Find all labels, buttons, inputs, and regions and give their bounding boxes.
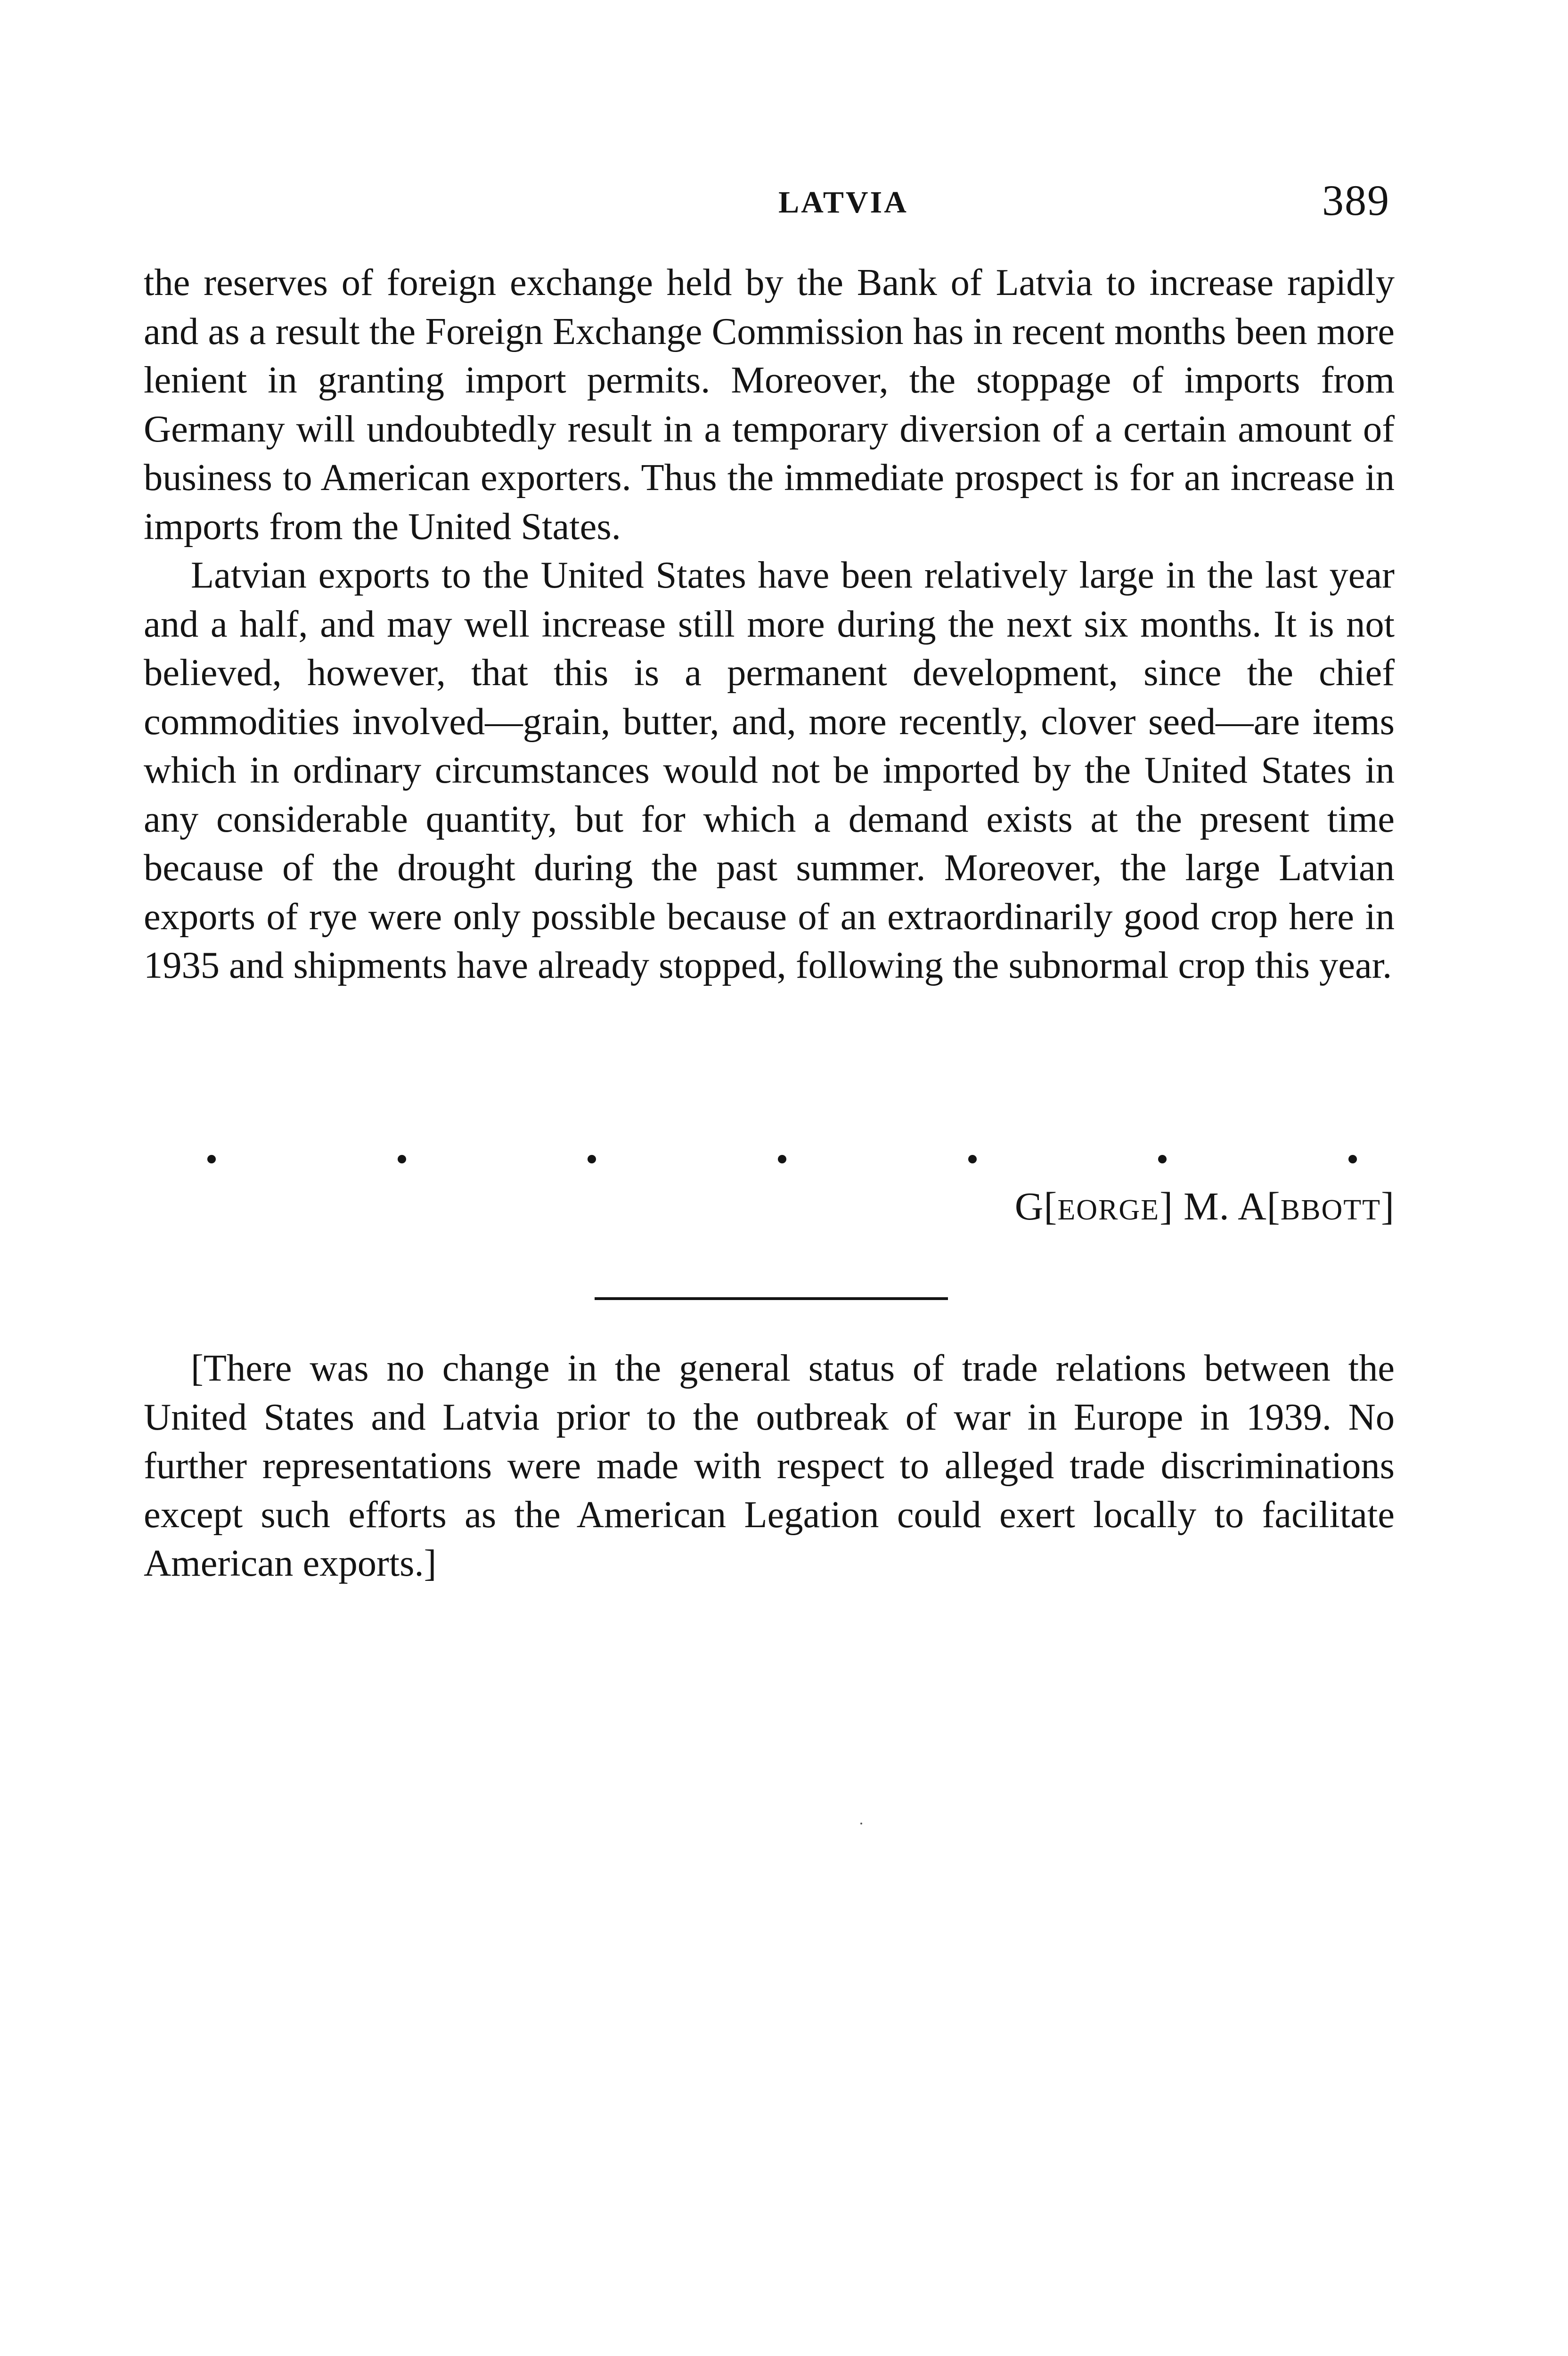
page-number: 389 xyxy=(1322,176,1390,224)
body-text xyxy=(144,258,1395,990)
body-paragraph-exports: Latvian exports to the United States have been relatively large in the last year and a half, and may well increase still more during the next six months. It is not believed, however, that this is a permanent development, since the chief commodities involved—grain, butter, and, more recently, clover seed—are items which in ordinary circumstances would not be imported by the United States in any considerable quantity, but for which a demand exists at the present time because of the drought during the past summer. Moreover, the large Latvian exports of rye were only possible because of an extraordinarily good crop here in 1935 and shipments have already stopped, following the subnormal crop this year. xyxy=(144,554,1395,986)
ellipsis-dot xyxy=(778,1155,786,1163)
ellipsis-dot xyxy=(398,1155,406,1163)
signature-initial-a: A xyxy=(1238,1185,1267,1228)
editorial-note-text: [There was no change in the general status of trade relations between the United States and Latvia prior to the outbreak of war in Europe in 1939. No further representations were made with respect to alleged trade discriminations except such efforts as the American Legation could exert locally to facilitate American exports.] xyxy=(144,1347,1395,1584)
signature-bracket-open: [ xyxy=(1044,1185,1058,1228)
print-speck xyxy=(860,1823,862,1824)
omission-ellipsis xyxy=(207,1145,1357,1173)
ellipsis-dot xyxy=(1348,1155,1357,1163)
body-paragraph-continued: the reserves of foreign exchange held by the Bank of Latvia to increase rapidly and as a result the Foreign Exchange Commission has in recent months been more lenient in granting import permits. Moreover, the stoppage of imports from Germany will undoubtedly result in a temporary diversion of a certain amount of business to American exporters. Thus the immediate prospect is for an increase in imports from the United States. xyxy=(144,262,1395,548)
signature-initial-g: G xyxy=(1014,1185,1044,1228)
signature-bracket-close-2: ] xyxy=(1381,1185,1395,1228)
ellipsis-dot xyxy=(1158,1155,1167,1163)
signature-bracket-close: ] xyxy=(1160,1185,1174,1228)
section-divider xyxy=(595,1297,948,1300)
editorial-note xyxy=(144,1344,1395,1588)
ellipsis-dot xyxy=(588,1155,596,1163)
signature xyxy=(1015,1184,1395,1229)
signature-bracket-open-2: [ xyxy=(1266,1185,1281,1228)
signature-eorge: EORGE xyxy=(1057,1194,1160,1226)
page-header xyxy=(141,175,1390,227)
ellipsis-dot xyxy=(968,1155,977,1163)
ellipsis-dot xyxy=(207,1155,216,1163)
signature-middle-initial: M. xyxy=(1184,1185,1230,1228)
signature-bbott: BBOTT xyxy=(1280,1194,1381,1226)
running-head: LATVIA xyxy=(778,185,908,220)
